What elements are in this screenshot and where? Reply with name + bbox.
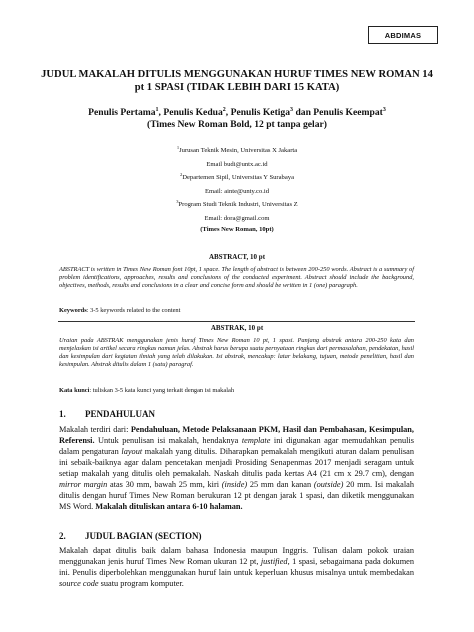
abstract-heading: ABSTRACT, 10 pt — [208, 253, 266, 261]
author-name: Penulis Pertama — [88, 107, 156, 119]
abstract-text: ABSTRACT is written in Times New Roman font 10pt, 1 space. The length of abstract is between 200-250 words. Abstract is a summary of problem identifications, approaches, results and conclusions of the conducted experiment. Abstract should include the background, objectives, methods, results and conclusions in a clear and concise form and should be written in 1 (one) paragraph. — [59, 266, 414, 289]
section-body: Makalah terdiri dari: Pendahuluan, Metode Pelaksanaan PKM, Hasil dan Pembahasan, Kesimpulan, Referensi. Untuk penulisan isi makalah, hendaknya template ini digunakan agar memudahkan penulis dalam pengaturan layout makalah yang ditulis. Diharapkan pemakalah mengikuti aturan dalam penulisan ini sebaik-baiknya agar dalam pencetakan menjadi Prosiding Senapenmas 2017 menjadi seragam untuk setiap makalah yang ditulis oleh pemakalah. Naskah ditulis pada kertas A4 (21 cm x 29.7 cm), dengan mirror margin atas 30 mm, bawah 25 mm, kiri (inside) 25 mm dan kanan (outside) 20 mm. Isi makalah ditulis dengan huruf Times New Roman berukuran 12 pt dengan jarak 1 spasi, dan diketik menggunakan MS Word. Makalah dituliskan antara 6-10 halaman. — [59, 425, 414, 511]
author-block — [40, 104, 434, 131]
section-heading: 2. JUDUL BAGIAN (SECTION) — [59, 531, 202, 541]
section-heading: 1. PENDAHULUAN — [59, 409, 156, 419]
abstrak-heading: ABSTRAK, 10 pt — [210, 324, 264, 332]
affiliation-line: $^3$Program Studi Teknik Industri, Universitas Z — [176, 199, 298, 209]
affiliation-line: $^1$Jurusan Teknik Mesin, Universitas X Jakarta — [176, 145, 298, 155]
affiliations — [40, 143, 434, 235]
paper-title: JUDUL MAKALAH DITULIS MENGGUNAKAN HURUF TIMES NEW ROMAN 14 pt 1 SPASI (TIDAK LEBIH DARI 15 KATA) — [41, 69, 433, 93]
affiliation-line: Email budi@untx.ac.id — [206, 160, 268, 168]
author-name: dan Penulis Keempat — [295, 107, 383, 119]
section-body: Makalah dapat ditulis baik dalam bahasa Indonesia maupun Inggris. Tulisan dalam pokok uraian menggunakan jenis huruf Times New Roman ukuran 12 pt, justified, 1 spasi, sebagaimana pada dokumen ini. Penulis diperbolehkan menggunakan huruf lain untuk keperluan khusus misalnya untuk membedakan source code suatu program komputer. — [59, 546, 414, 588]
journal-badge: ABDIMAS — [368, 26, 438, 44]
kata-kunci: Kata kunci: tuliskan 3-5 kata kunci yang terkait dengan isi makalah — [59, 387, 235, 394]
affiliation-line: $^2$Departemen Sipil, Universitas Y Surabaya — [179, 172, 294, 182]
affiliation-line: Email: ainte@unty.co.id — [204, 187, 270, 195]
author-line: Penulis Pertama$^1$, Penulis Kedua$^2$, Penulis Ketiga$^3$ dan Penulis Keempat$^3$ — [88, 107, 386, 119]
keywords: Keywords: 3-5 keywords related to the content — [59, 307, 181, 314]
author-note: (Times New Roman Bold, 12 pt tanpa gelar) — [147, 119, 327, 131]
affiliation-line: Email: dora@gmail.com — [204, 215, 270, 223]
author-name: Penulis Kedua — [163, 107, 223, 119]
divider — [58, 321, 415, 322]
abstrak-text: Uraian pada ABSTRAK menggunakan jenis huruf Times New Roman 10 pt, 1 spasi. Panjang abstrak antara 200-250 kata dan menjelaskan isi artikel secara ringkas namun jelas. Abstrak harus berupa suatu pernyataan ringkas dari permasalahan, pendekatan, hasil dan kesimpulan dari kegiatan ilmiah yang telah dilakukan. Isi abstrak, mencakup: latar belakang, tujuan, metode penelitian, hasil dan kesimpulan. Abstrak ditulis dalam 1 (satu) paragraf. — [59, 337, 414, 368]
affiliation-note: (Times New Roman, 10pt) — [200, 225, 274, 233]
author-name: Penulis Ketiga — [230, 107, 291, 119]
